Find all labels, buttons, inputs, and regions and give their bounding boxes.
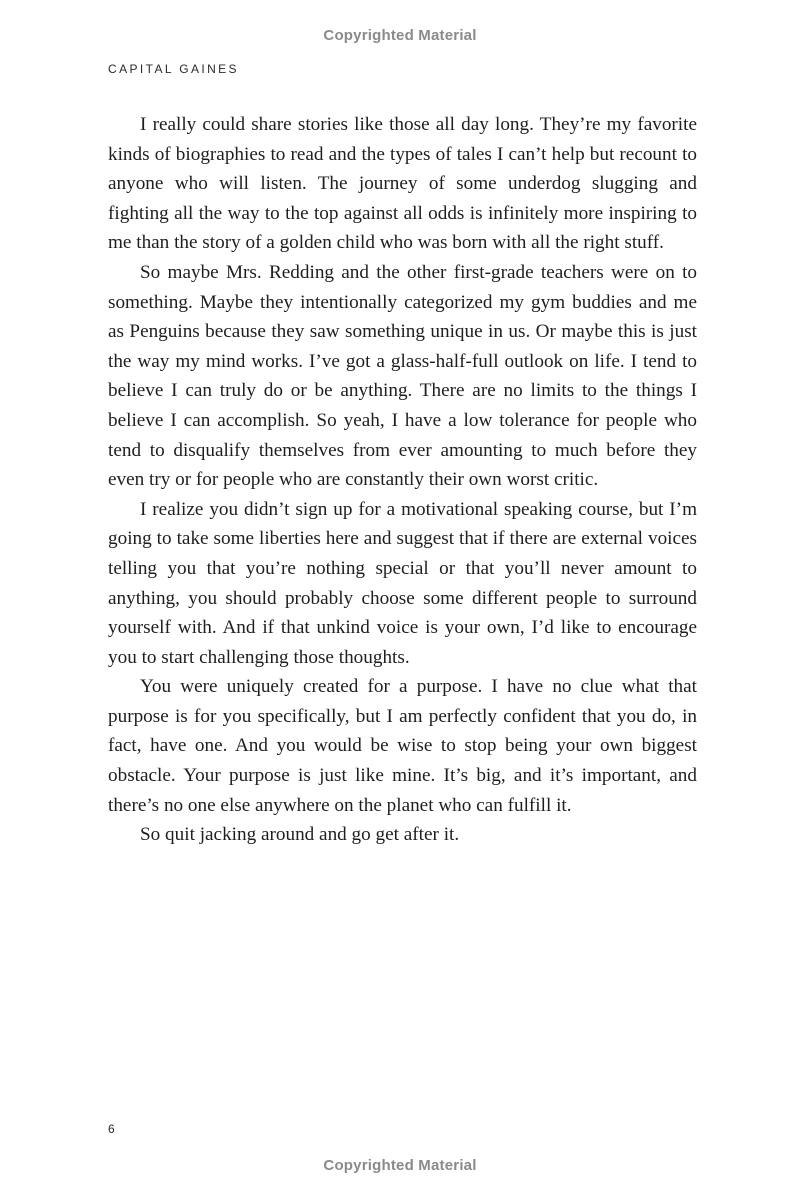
page-number: 6: [108, 1122, 115, 1136]
paragraph-2: So maybe Mrs. Redding and the other first-grade teachers were on to something. Maybe they intentionally categorized my gym buddies and me as Penguins because they saw something unique in us. Or maybe this is just the way my mind works. I’ve got a glass-half-full outlook on life. I tend to believe I can truly do or be anything. There are no limits to the things I believe I can accomplish. So yeah, I have a low tolerance for people who tend to disqualify themselves from ever amounting to much before they even try or for people who are constantly their own worst critic.: [108, 261, 697, 491]
copyright-watermark-bottom: Copyrighted Material: [323, 1157, 477, 1174]
running-head: CAPITAL GAINES: [108, 62, 239, 76]
paragraph-5: So quit jacking around and go get after it.: [140, 824, 460, 846]
copyright-watermark-top: Copyrighted Material: [323, 27, 477, 44]
paragraph-3: I realize you didn’t sign up for a motivational speaking course, but I’m going to take some liberties here and suggest that if there are external voices telling you that you’re nothing special or that you’ll never amount to anything, you should probably choose some different people to surround yourself with. And if that unkind voice is your own, I’d like to encourage you to start challenging those thoughts.: [108, 498, 697, 668]
paragraph-1: I really could share stories like those all day long. They’re my favorite kinds of biographies to read and the types of tales I can’t help but recount to anyone who will listen. The journey of some underdog slugging and fighting all the way to the top against all odds is infinitely more inspiring to me than the story of a golden child who was born with all the right stuff.: [108, 114, 697, 254]
body-text: [108, 110, 697, 850]
paragraph-4: You were uniquely created for a purpose. I have no clue what that purpose is for you specifically, but I am perfectly confident that you do, in fact, have one. And you would be wise to stop being your own biggest obstacle. Your purpose is just like mine. It’s big, and it’s important, and there’s no one else anywhere on the planet who can fulfill it.: [108, 676, 697, 816]
